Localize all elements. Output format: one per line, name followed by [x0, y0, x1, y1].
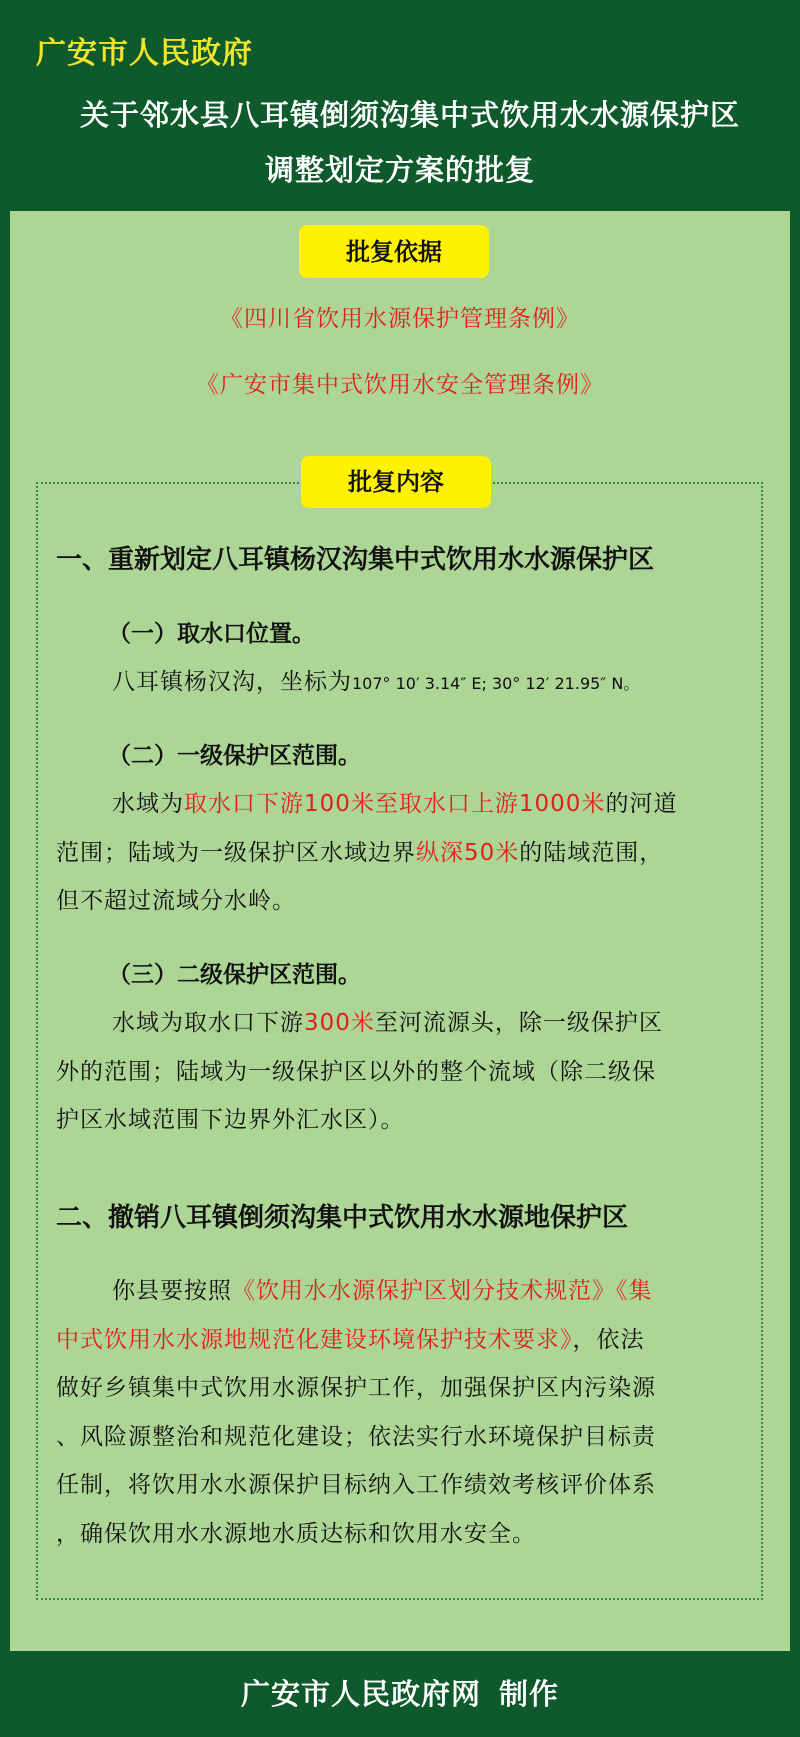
section-2-line-6: ，确保饮用水水源地水质达标和饮用水安全。 [56, 1521, 536, 1547]
government-name: 广安市人民政府 [36, 36, 253, 71]
law-reference-2: 《广安市集中式饮用水安全管理条例》 [196, 372, 604, 398]
section-2-line-4: 、风险源整治和规范化建设；依法实行水环境保护目标责 [56, 1424, 656, 1450]
primary-zone-line-3: 但不超过流域分水岭。 [56, 888, 296, 914]
primary-zone-water-range: 取水口下游100米至取水口上游1000米 [184, 791, 606, 817]
approval-basis-badge: 批复依据 [299, 225, 489, 278]
intake-location-heading: （一）取水口位置。 [108, 621, 315, 647]
secondary-zone-line-2: 外的范围；陆域为一级保护区以外的整个流域（除二级保 [56, 1059, 656, 1085]
primary-zone-land-depth: 纵深50米 [416, 840, 520, 866]
construction-requirement-reference: 中式饮用水水源地规范化建设环境保护技术要求》 [56, 1327, 573, 1353]
law-reference-1: 《四川省饮用水源保护管理条例》 [220, 306, 580, 332]
footer-made-label: 制作 [499, 1677, 560, 1711]
secondary-zone-line-1: 水域为取水口下游300米至河流源头，除一级保护区 [112, 1010, 663, 1036]
primary-zone-heading: （二）一级保护区范围。 [108, 743, 361, 769]
intake-coordinates: 107° 10′ 3.14″ E; 30° 12′ 21.95″ N。 [352, 674, 640, 693]
secondary-zone-heading: （三）二级保护区范围。 [108, 962, 361, 988]
secondary-zone-distance: 300米 [304, 1010, 375, 1036]
section-2-line-5: 任制，将饮用水水源保护目标纳入工作绩效考核评价体系 [56, 1472, 656, 1498]
primary-zone-line-2: 范围；陆域为一级保护区水域边界纵深50米的陆域范围， [56, 840, 664, 866]
document-title-line-1: 关于邻水县八耳镇倒须沟集中式饮用水水源保护区 [79, 98, 740, 132]
primary-zone-line-1: 水域为取水口下游100米至取水口上游1000米的河道 [112, 791, 678, 817]
approval-content-badge: 批复内容 [301, 456, 491, 508]
document-title-line-2: 调整划定方案的批复 [264, 153, 535, 187]
section-2-line-2: 中式饮用水水源地规范化建设环境保护技术要求》，依法 [56, 1327, 645, 1353]
section-2-line-1: 你县要按照《饮用水水源保护区划分技术规范》《集 [112, 1278, 653, 1304]
section-2-heading: 二、撤销八耳镇倒须沟集中式饮用水水源地保护区 [56, 1203, 629, 1233]
intake-location-text: 八耳镇杨汉沟，坐标为107° 10′ 3.14″ E; 30° 12′ 21.95″ N。 [112, 669, 640, 695]
section-1-heading: 一、重新划定八耳镇杨汉沟集中式饮用水水源保护区 [56, 545, 655, 575]
section-2-line-3: 做好乡镇集中式饮用水源保护工作，加强保护区内污染源 [56, 1375, 656, 1401]
footer-credit [0, 1672, 800, 1713]
technical-spec-reference: 《饮用水水源保护区划分技术规范》《集 [232, 1278, 653, 1304]
footer-site-name: 广安市人民政府网 [240, 1677, 481, 1711]
secondary-zone-line-3: 护区水域范围下边界外汇水区）。 [56, 1107, 405, 1133]
